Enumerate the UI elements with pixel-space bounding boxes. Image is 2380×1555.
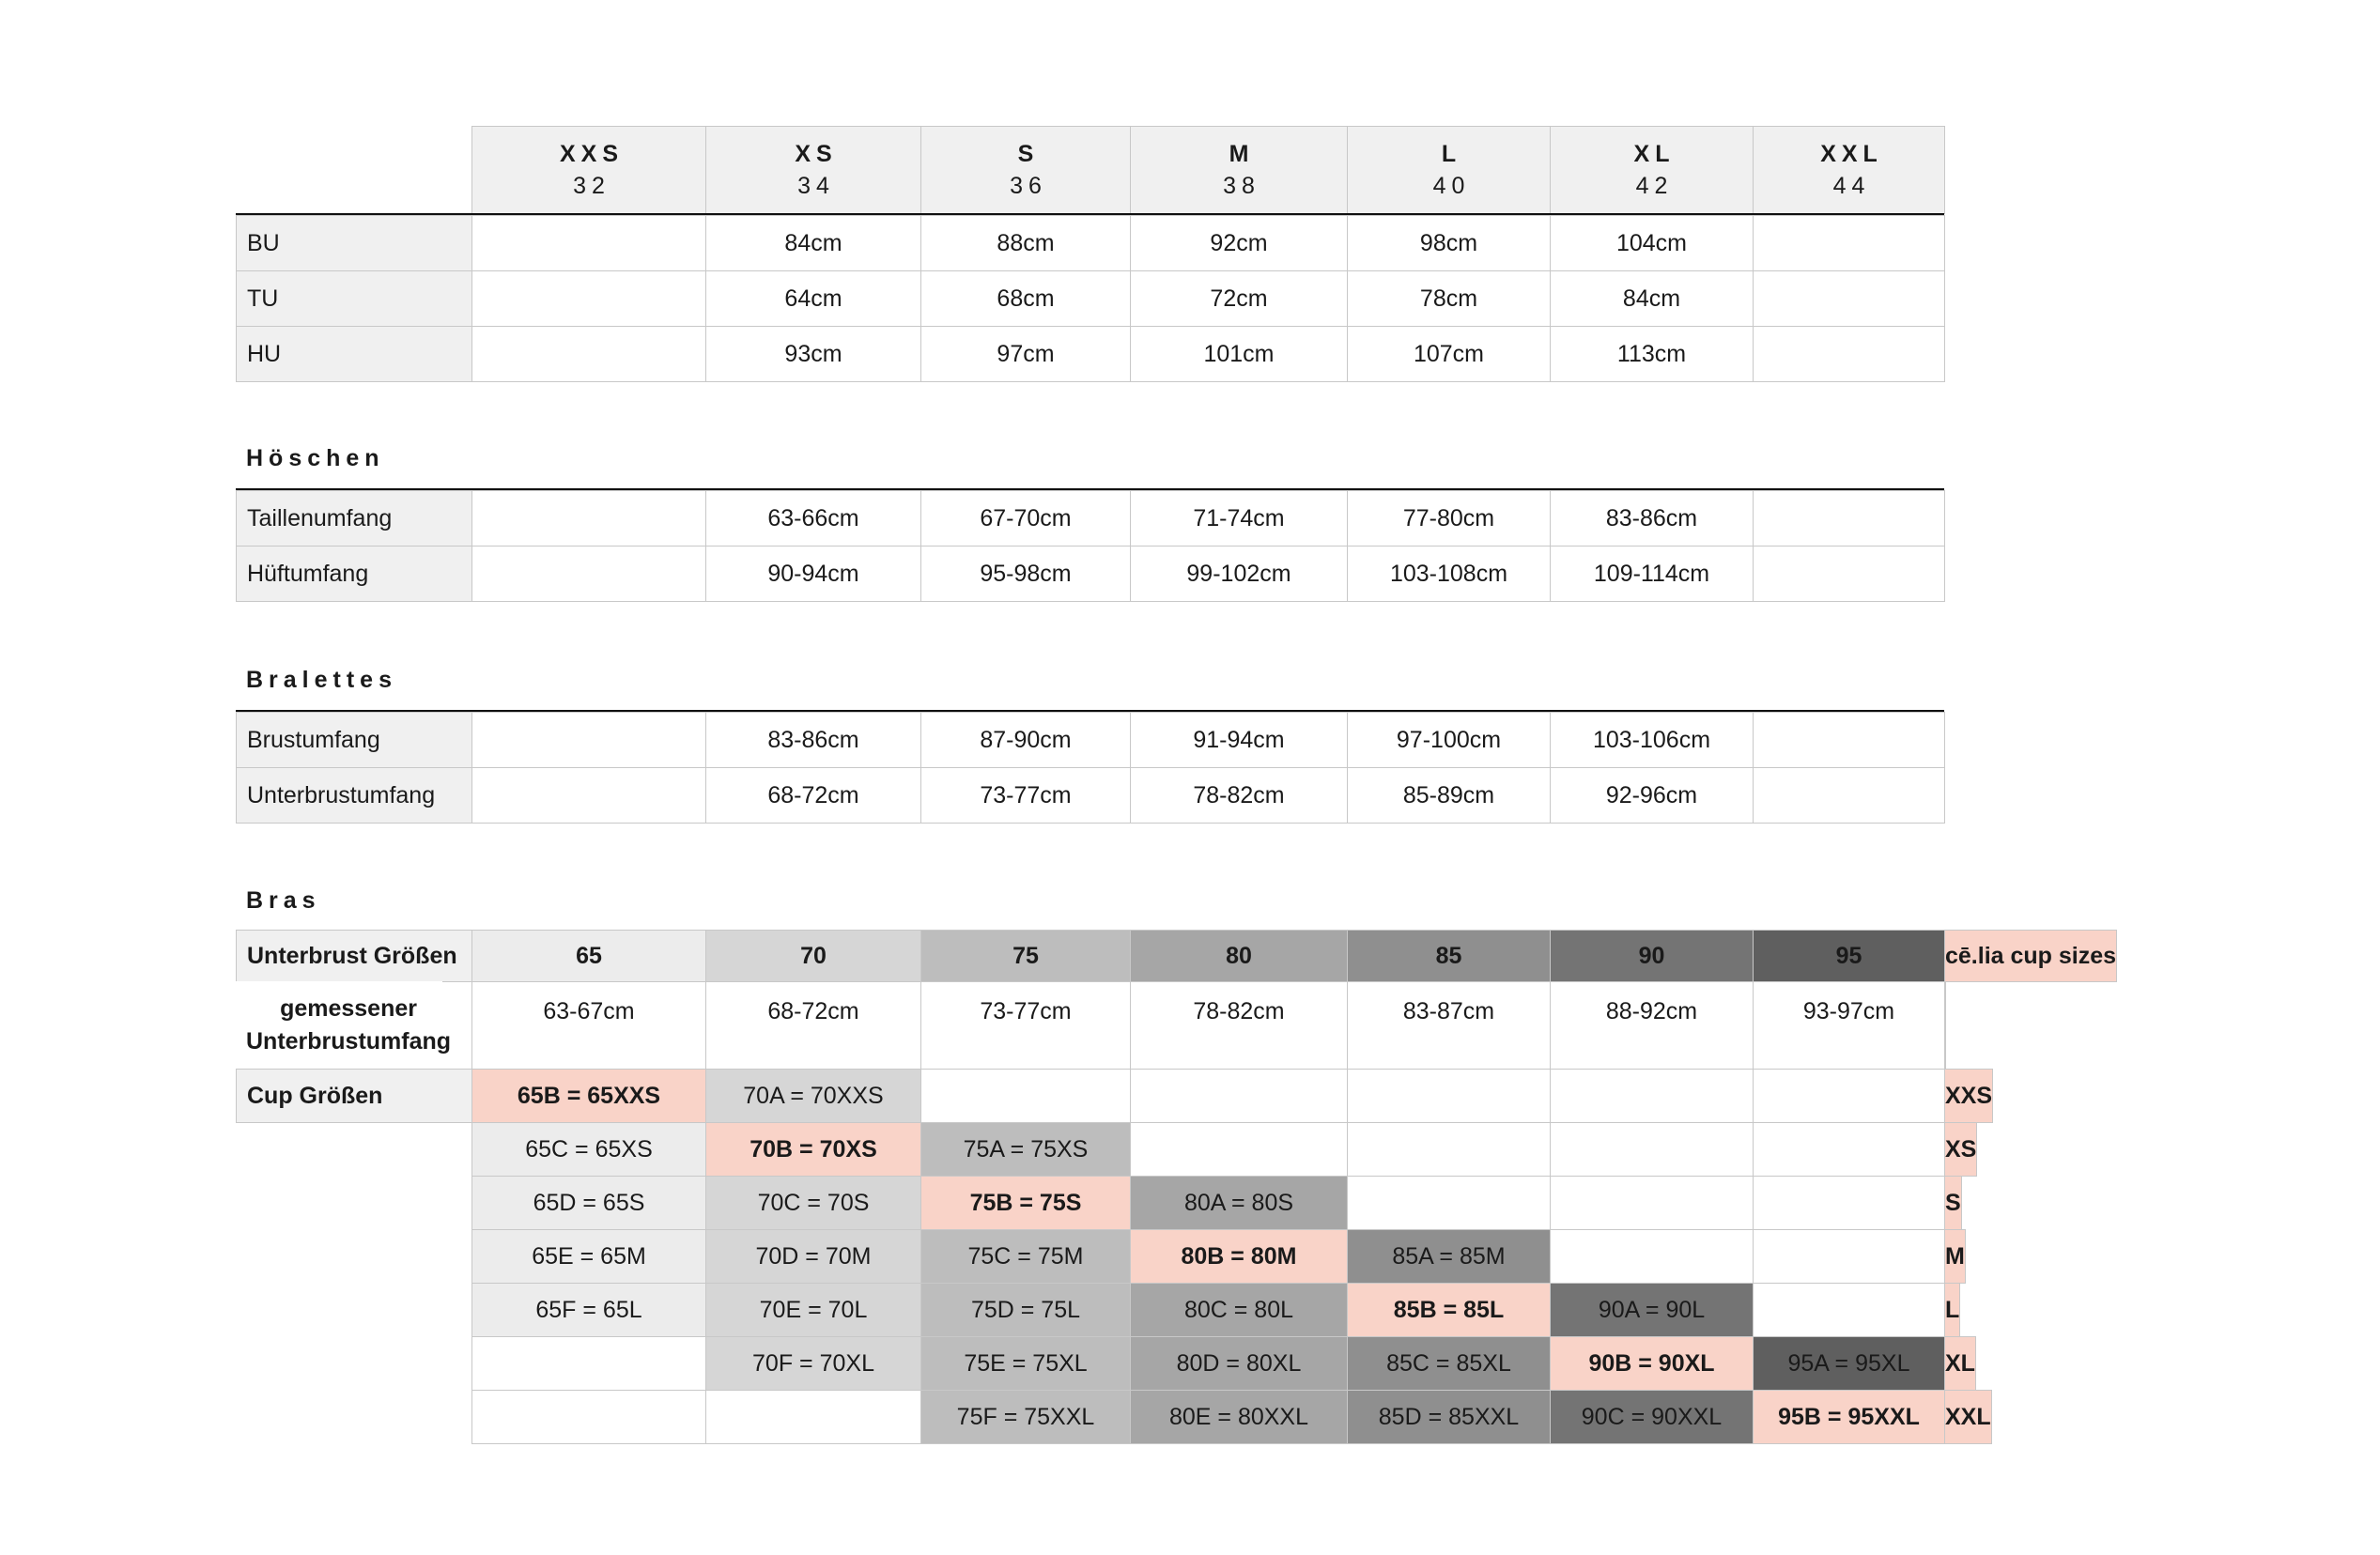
bras-band-70: 70 (705, 930, 921, 982)
bras-band-65: 65 (471, 930, 706, 982)
size-eu-number: 34 (797, 173, 835, 199)
bras-measured-value: 78-82cm (1130, 981, 1348, 1070)
bra-size-empty (705, 1390, 921, 1444)
measurement-cell (471, 215, 706, 271)
hoeschen-cell (1753, 490, 1945, 547)
size-eu-number: 36 (1010, 173, 1047, 199)
measurement-cell (471, 270, 706, 327)
size-eu-number: 44 (1832, 173, 1871, 199)
size-header-xxs (471, 126, 706, 214)
bra-size-cell: 90C = 90XXL (1550, 1390, 1754, 1444)
cup-size-xl: XL (1944, 1336, 1976, 1391)
bra-size-empty (1753, 1176, 1945, 1230)
bras-band-80: 80 (1130, 930, 1348, 982)
cup-size-xxl: XXL (1944, 1390, 1992, 1444)
bras-measured-value: 83-87cm (1347, 981, 1551, 1070)
bralettes-cell: 91-94cm (1130, 712, 1348, 768)
cup-sizes-blank (1944, 981, 1946, 1070)
bra-size-cell: 65E = 65M (471, 1229, 706, 1284)
bra-size-empty (1753, 1283, 1945, 1337)
hoeschen-title: Höschen (246, 445, 385, 471)
bra-size-empty (1347, 1122, 1551, 1177)
bra-size-cell: 95B = 95XXL (1753, 1390, 1945, 1444)
bra-size-cell: 70A = 70XXS (705, 1069, 921, 1123)
bralettes-cell (471, 767, 706, 824)
hoeschen-cell: 90-94cm (705, 546, 921, 602)
bra-size-cell: 70E = 70L (705, 1283, 921, 1337)
bra-size-cell: 75F = 75XXL (920, 1390, 1131, 1444)
bra-size-cell: 95A = 95XL (1753, 1336, 1945, 1391)
bras-band-90: 90 (1550, 930, 1754, 982)
bra-size-empty (471, 1336, 706, 1391)
bra-size-cell: 85D = 85XXL (1347, 1390, 1551, 1444)
bra-size-empty (1347, 1176, 1551, 1230)
bralettes-cell: 97-100cm (1347, 712, 1551, 768)
bralettes-cell (471, 712, 706, 768)
hoeschen-cell (471, 490, 706, 547)
bra-size-cell: 90A = 90L (1550, 1283, 1754, 1337)
bra-size-cell: 70C = 70S (705, 1176, 921, 1230)
bra-size-empty (920, 1069, 1131, 1123)
bra-size-cell: 75D = 75L (920, 1283, 1131, 1337)
bra-size-cell: 80C = 80L (1130, 1283, 1348, 1337)
bra-size-empty (1753, 1229, 1945, 1284)
hoeschen-cell: 67-70cm (920, 490, 1131, 547)
bras-band-85: 85 (1347, 930, 1551, 982)
bra-size-cell: 75C = 75M (920, 1229, 1131, 1284)
size-eu-number: 38 (1223, 173, 1260, 199)
bras-measured-value: 68-72cm (705, 981, 921, 1070)
cup-size-l: L (1944, 1283, 1960, 1337)
bras-band-header-label: Unterbrust Größen (236, 930, 472, 982)
measurement-row-label: BU (236, 215, 472, 271)
bralettes-cell (1753, 712, 1945, 768)
bralettes-cell: 73-77cm (920, 767, 1131, 824)
cup-size-xs: XS (1944, 1122, 1977, 1177)
bra-size-empty (1753, 1122, 1945, 1177)
size-eu-number: 42 (1635, 173, 1674, 199)
size-letter: XL (1633, 141, 1676, 167)
bra-size-cell: 80A = 80S (1130, 1176, 1348, 1230)
bras-band-95: 95 (1753, 930, 1945, 982)
bra-size-empty (1550, 1229, 1754, 1284)
bra-size-empty (1550, 1176, 1754, 1230)
measurement-cell: 98cm (1347, 215, 1551, 271)
size-letter: L (1441, 141, 1462, 167)
bras-title: Bras (246, 887, 321, 914)
bra-size-empty (1347, 1069, 1551, 1123)
bras-measured-value: 63-67cm (471, 981, 706, 1070)
measurement-cell (1753, 215, 1945, 271)
bras-measured-value: 88-92cm (1550, 981, 1754, 1070)
bras-measured-value: 73-77cm (920, 981, 1131, 1070)
measurement-cell (471, 326, 706, 382)
measurement-cell: 84cm (705, 215, 921, 271)
measurement-cell: 92cm (1130, 215, 1348, 271)
size-header-xl (1550, 126, 1754, 214)
bralettes-cell: 87-90cm (920, 712, 1131, 768)
bra-size-empty (471, 1390, 706, 1444)
bra-size-cell: 85B = 85L (1347, 1283, 1551, 1337)
measurement-cell: 88cm (920, 215, 1131, 271)
bra-size-empty (1753, 1069, 1945, 1123)
bra-size-cell: 70B = 70XS (705, 1122, 921, 1177)
bra-size-cell: 75A = 75XS (920, 1122, 1131, 1177)
measurement-row-label: HU (236, 326, 472, 382)
bra-size-empty (1550, 1122, 1754, 1177)
measurement-cell: 68cm (920, 270, 1131, 327)
hoeschen-cell (471, 546, 706, 602)
bras-measured-value: 93-97cm (1753, 981, 1945, 1070)
size-letter: S (1017, 141, 1040, 167)
bralettes-cell: 83-86cm (705, 712, 921, 768)
hoeschen-cell: 103-108cm (1347, 546, 1551, 602)
measurement-cell: 64cm (705, 270, 921, 327)
bralettes-cell: 78-82cm (1130, 767, 1348, 824)
hoeschen-row-label: Hüftumfang (236, 546, 472, 602)
bra-size-cell: 75B = 75S (920, 1176, 1131, 1230)
bra-size-cell: 70F = 70XL (705, 1336, 921, 1391)
hoeschen-cell: 71-74cm (1130, 490, 1348, 547)
measurement-cell: 72cm (1130, 270, 1348, 327)
size-letter: XS (795, 141, 838, 167)
bras-band-75: 75 (920, 930, 1131, 982)
hoeschen-row-label: Taillenumfang (236, 490, 472, 547)
measurement-row-label: TU (236, 270, 472, 327)
bra-size-empty (1130, 1069, 1348, 1123)
hoeschen-cell: 109-114cm (1550, 546, 1754, 602)
bra-size-empty (1130, 1122, 1348, 1177)
size-letter: XXS (559, 141, 625, 167)
bralettes-cell: 92-96cm (1550, 767, 1754, 824)
size-header-xs (705, 126, 921, 214)
bra-size-empty (1550, 1069, 1754, 1123)
bralettes-cell: 103-106cm (1550, 712, 1754, 768)
measurement-cell: 101cm (1130, 326, 1348, 382)
measurement-cell: 78cm (1347, 270, 1551, 327)
size-header-l (1347, 126, 1551, 214)
cup-size-xxs: XXS (1944, 1069, 1993, 1123)
bra-size-cell: 70D = 70M (705, 1229, 921, 1284)
bralettes-cell: 68-72cm (705, 767, 921, 824)
bra-size-cell: 75E = 75XL (920, 1336, 1131, 1391)
bralettes-row-label: Unterbrustumfang (236, 767, 472, 824)
bra-size-cell: 80E = 80XXL (1130, 1390, 1348, 1444)
bra-size-cell: 65B = 65XXS (471, 1069, 706, 1123)
bra-size-cell: 90B = 90XL (1550, 1336, 1754, 1391)
cup-size-s: S (1944, 1176, 1962, 1230)
measurement-cell: 113cm (1550, 326, 1754, 382)
measurement-cell (1753, 326, 1945, 382)
size-header-s (920, 126, 1131, 214)
size-header-xxl (1753, 126, 1945, 214)
size-eu-number: 32 (573, 173, 610, 199)
size-letter: XXL (1820, 141, 1883, 167)
bralettes-row-label: Brustumfang (236, 712, 472, 768)
hoeschen-cell: 63-66cm (705, 490, 921, 547)
measurement-cell (1753, 270, 1945, 327)
hoeschen-cell: 83-86cm (1550, 490, 1754, 547)
measurement-cell: 97cm (920, 326, 1131, 382)
bra-size-cell: 80B = 80M (1130, 1229, 1348, 1284)
cup-sizes-header: cē.lia cup sizes (1944, 930, 2117, 982)
bra-size-cell: 65D = 65S (471, 1176, 706, 1230)
bras-measured-label: gemessener Unterbrustumfang (236, 981, 442, 1070)
size-letter: M (1229, 141, 1255, 167)
measurement-cell: 107cm (1347, 326, 1551, 382)
measurement-cell: 84cm (1550, 270, 1754, 327)
bra-size-cell: 65F = 65L (471, 1283, 706, 1337)
bralettes-title: Bralettes (246, 667, 397, 693)
bra-size-cell: 85C = 85XL (1347, 1336, 1551, 1391)
size-eu-number: 40 (1432, 173, 1471, 199)
bra-size-cell: 85A = 85M (1347, 1229, 1551, 1284)
bralettes-cell: 85-89cm (1347, 767, 1551, 824)
bras-cup-label: Cup Größen (236, 1069, 472, 1123)
measurement-cell: 104cm (1550, 215, 1754, 271)
hoeschen-cell: 99-102cm (1130, 546, 1348, 602)
bra-size-cell: 80D = 80XL (1130, 1336, 1348, 1391)
measurement-cell: 93cm (705, 326, 921, 382)
cup-size-m: M (1944, 1229, 1966, 1284)
size-header-m (1130, 126, 1348, 214)
hoeschen-cell: 95-98cm (920, 546, 1131, 602)
bralettes-cell (1753, 767, 1945, 824)
hoeschen-cell: 77-80cm (1347, 490, 1551, 547)
bra-size-cell: 65C = 65XS (471, 1122, 706, 1177)
hoeschen-cell (1753, 546, 1945, 602)
